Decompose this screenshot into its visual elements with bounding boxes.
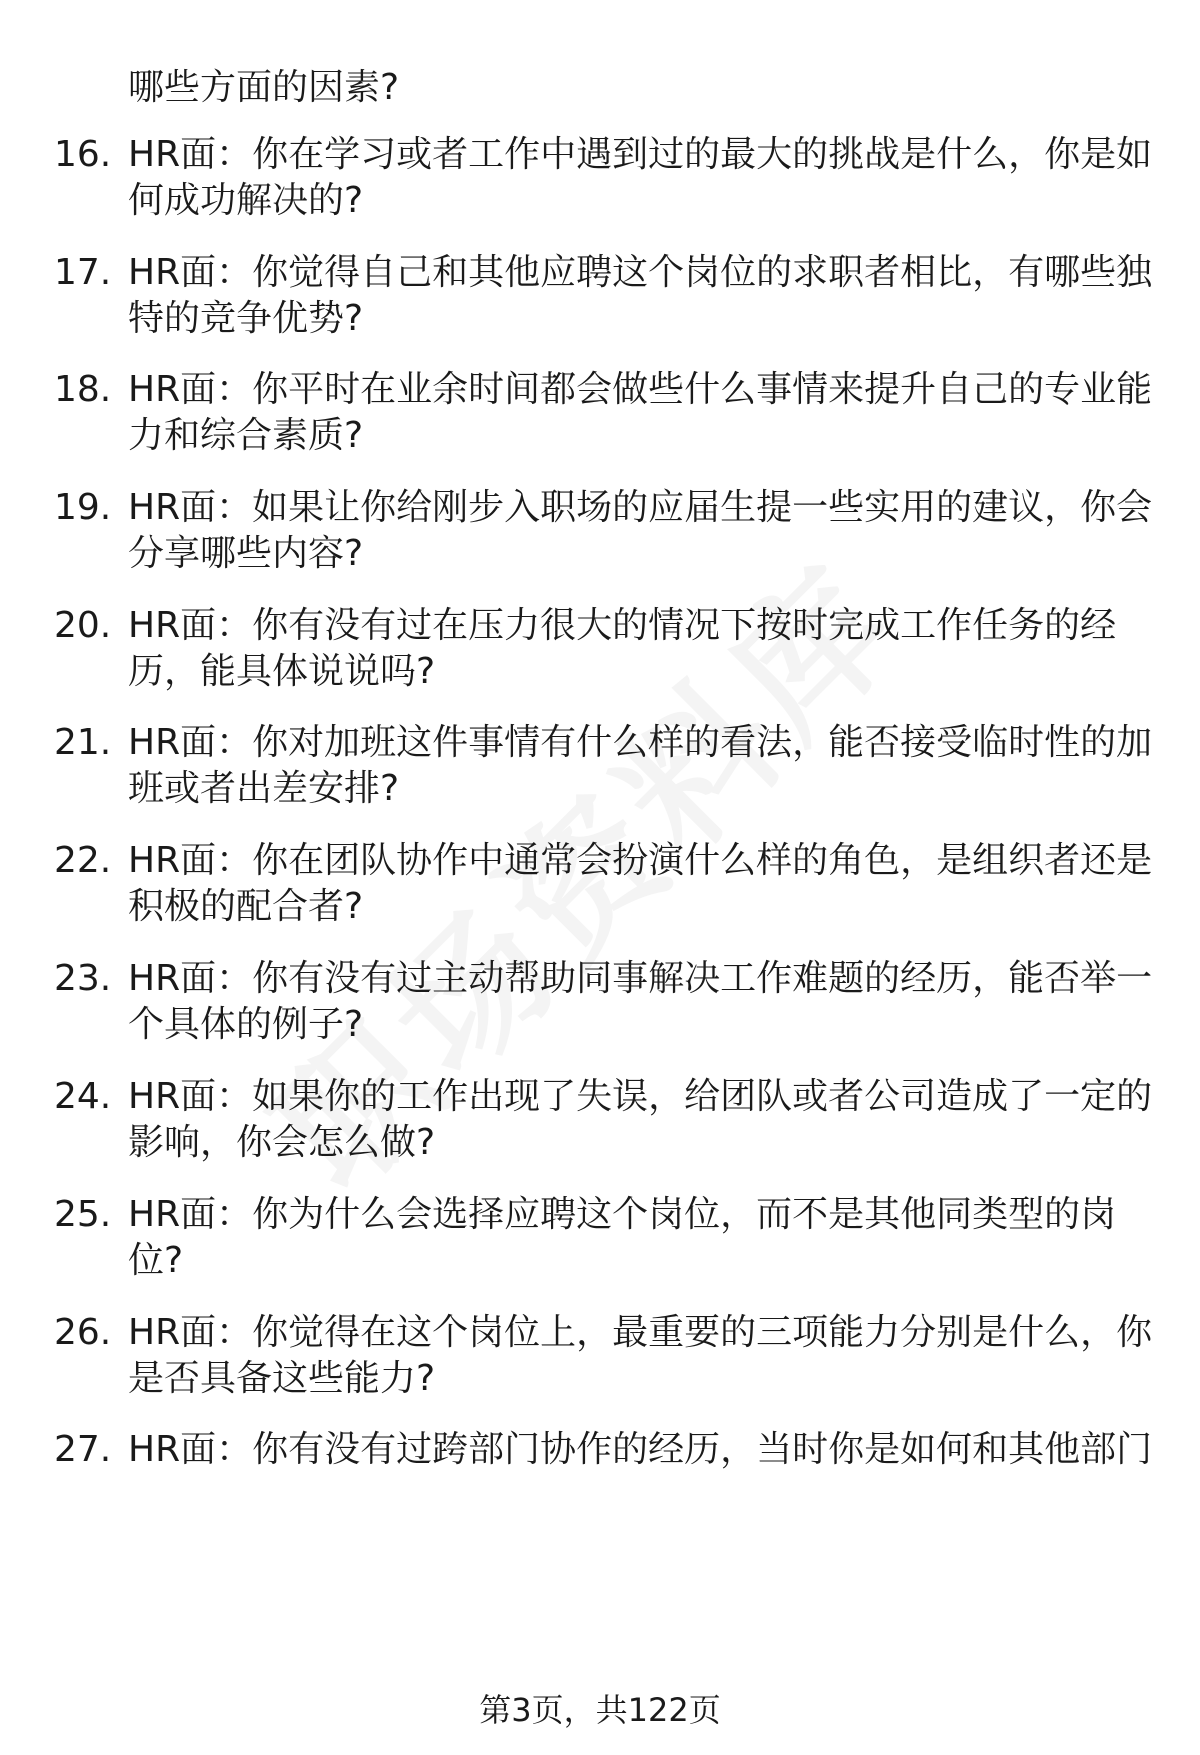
item-number: 22. xyxy=(54,840,112,881)
page-footer: 第3页，共122页 xyxy=(479,1691,721,1729)
item-text: HR面：你为什么会选择应聘这个岗位，而不是其他同类型的岗 位? xyxy=(128,1194,1117,1281)
item-text: HR面：你觉得自己和其他应聘这个岗位的求职者相比，有哪些独 特的竞争优势? xyxy=(128,252,1153,339)
item-text: HR面：你对加班这件事情有什么样的看法，能否接受临时性的加 班或者出差安排? xyxy=(128,722,1153,809)
item-number: 21. xyxy=(54,722,112,763)
item-text: HR面：你有没有过在压力很大的情况下按时完成工作任务的经 历，能具体说说吗? xyxy=(128,605,1117,692)
item-number: 20. xyxy=(54,605,112,646)
item-number: 16. xyxy=(54,134,112,175)
item-text: HR面：如果你的工作出现了失误，给团队或者公司造成了一定的 影响，你会怎么做? xyxy=(128,1076,1153,1163)
item-text: HR面：你在学习或者工作中遇到过的最大的挑战是什么，你是如 何成功解决的? xyxy=(128,134,1153,221)
item-text: HR面：如果让你给刚步入职场的应届生提一些实用的建议，你会 分享哪些内容? xyxy=(128,487,1153,574)
item-number: 26. xyxy=(54,1312,112,1353)
item-text: HR面：你平时在业余时间都会做些什么事情来提升自己的专业能 力和综合素质? xyxy=(128,369,1153,456)
item-number: 25. xyxy=(54,1194,112,1235)
item-text: HR面：你有没有过主动帮助同事解决工作难题的经历，能否举一 个具体的例子? xyxy=(128,958,1153,1045)
item-number: 19. xyxy=(54,487,112,528)
item-number: 23. xyxy=(54,958,112,999)
item-number: 24. xyxy=(54,1076,112,1117)
item-text: HR面：你有没有过跨部门协作的经历，当时你是如何和其他部门 xyxy=(128,1429,1153,1470)
item-number: 18. xyxy=(54,369,112,410)
item-number: 27. xyxy=(54,1429,112,1470)
item-number: 17. xyxy=(54,252,112,293)
item-text: HR面：你在团队协作中通常会扮演什么样的角色，是组织者还是 积极的配合者? xyxy=(128,840,1153,927)
item-text: HR面：你觉得在这个岗位上，最重要的三项能力分别是什么，你 是否具备这些能力? xyxy=(128,1312,1153,1399)
question-continuation: 哪些方面的因素? xyxy=(128,67,400,108)
